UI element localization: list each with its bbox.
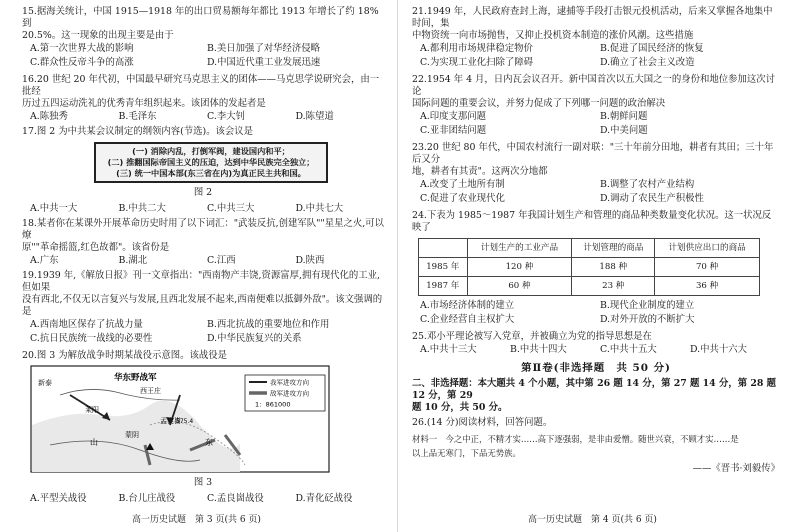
material-1-line-1: 材料一 今之中正，不精才实……高下逐强弱，是非由爱憎。随世兴衰，不顾才实……是 [412,434,739,444]
q24-option-b: B.现代企业制度的建立 [600,300,695,311]
fig2-line-2: (二) 推翻国际帝国主义的压迫，达到中华民族完全独立； [107,157,315,167]
q24-option-a: A.市场经济体制的建立 [420,300,515,311]
question-24 [412,210,780,328]
map-city-4: 西王庄 [140,387,161,395]
q19-option-d: D.中华民族复兴的关系 [207,333,302,344]
q18-option-a: A.广东 [30,255,59,266]
left-page-footer: 高一历史试题 第 3 页(共 6 页) [132,515,261,525]
q22-option-c: C.亚非团结问题 [420,125,487,136]
q20-option-c: C.孟良崮战役 [207,493,264,504]
table-header-cell: 计划生产的工业产品 [467,239,572,258]
q16-stem-2: 历过五四运动洗礼的优秀青年组织起来。该团体的发起者是 [22,98,266,109]
question-26: 26.(14 分)阅读材料，回答问题。 [412,417,553,428]
figure-2-box [94,142,328,183]
table-cell: 188 种 [572,258,655,277]
map-army-label: 华东野战军 [114,373,157,383]
q17-option-d: D.中共七大 [295,203,344,214]
q25-option-b: B.中共十四大 [510,344,567,355]
table-header-row [419,239,760,258]
q16-option-b: B.毛泽东 [118,111,157,122]
map-city-1: 新泰 [38,379,52,387]
q18-option-b: B.湖北 [118,255,148,266]
page-divider [397,0,398,532]
q21-option-c: C.为实现工业化扫除了障碍 [420,57,533,68]
q25-option-c: C.中共十五大 [600,344,657,355]
q23-option-d: D.调动了农民生产积极性 [600,193,704,204]
q15-stem-1: 15.据海关统计，中国 1915—1918 年的出口贸易额每年都比 1913 年增长了约 18%到 [22,6,379,29]
question-23 [412,142,780,207]
q23-stem-2: 地，耕者有其责"。这两次分地都 [412,166,548,177]
legend-label-2: 敌军进攻方向 [270,389,309,398]
q18-stem-2: 原""革命摇篮,红色故都"。该省份是 [22,242,170,253]
q21-option-d: D.确立了社会主义改造 [600,57,695,68]
material-source: ——《晋书·刘毅传》 [692,463,780,474]
legend-label-1: 我军进攻方向 [270,378,309,387]
q22-option-b: B.朝鲜问题 [600,111,648,122]
q20-option-a: A.平型关战役 [30,493,87,504]
q19-option-c: C.抗日民族统一战线的必要性 [30,333,153,344]
fig2-line-3: (三) 统一中国本部(东三省在内)为真正民主共和国。 [116,168,306,178]
q15-option-d: D.中国近代重工业发展迅速 [207,57,321,68]
q21-stem-1: 21.1949 年，人民政府查封上海，逮捕等手段打击银元投机活动，后来又掌握各地集中时间，集 [412,6,773,29]
table-header-cell: 计划供应出口的商品 [655,239,760,258]
table-cell: 70 种 [655,258,760,277]
figure-3-caption: 图 3 [193,477,213,488]
q18-option-c: C.江西 [207,255,236,266]
section-title: 第Ⅱ卷(非选择题 共 50 分) [521,362,671,374]
q16-option-d: D.陈望道 [295,111,334,122]
map-peak-alt: 575.4 [176,418,194,425]
q23-option-a: A.改变了土地所有制 [420,179,505,190]
instructions-line-2: 题 10 分，共 50 分。 [412,402,508,413]
map-east-label: 东 [205,438,213,447]
q23-option-b: B.调整了农村产业结构 [600,179,695,190]
q22-option-d: D.中美问题 [600,125,648,136]
q22-stem-1: 22.1954 年 4 月，日内瓦会议召开。新中国首次以五大国之一的身份和地位参加这次讨论 [412,74,776,97]
map-peak-label: 孟良崮 [160,417,181,425]
figure-2-caption: 图 2 [193,187,213,198]
table-cell: 1985 年 [419,258,468,277]
map-city-3: 蒙阴 [125,431,139,439]
table-row [419,258,760,277]
q21-option-a: A.都利用市场规律稳定物价 [420,43,533,54]
q24-stem-1: 24.下表为 1985～1987 年我国计划生产和管理的商品种类数量变化状况。这一状况反 [412,210,772,221]
q24-stem-2: 映了 [412,222,431,233]
question-17 [22,126,384,215]
q24-table [418,238,760,296]
q18-option-d: D.陕西 [295,255,325,266]
q20-option-d: D.青化砭战役 [295,493,353,504]
figure-3-map [30,365,330,473]
q16-option-a: A.陈独秀 [30,111,68,122]
q19-option-b: B.西北抗战的重要地位和作用 [207,319,330,330]
q23-option-c: C.促进了农业现代化 [420,193,505,204]
q15-option-b: B.美日加强了对华经济侵略 [207,43,320,54]
table-header-cell: 计划管理的商品 [572,239,655,258]
q15-option-a: A.第一次世界大战的影响 [30,43,134,54]
q17-option-c: C.中共三大 [207,203,255,214]
q15-stem-2: 20.5%。这一现象的出现主要是由于 [22,30,174,41]
q16-stem-1: 16.20 世纪 20 年代初，中国最早研究马克思主义的团体——马克思学说研究会，由一批经 [22,74,380,97]
left-page [22,6,384,508]
q25-option-d: D.中共十六大 [690,344,748,355]
right-page [412,6,780,475]
legend-scale: 1：861000 [255,400,291,409]
material-1-line-2: 以上品无寒门，下品无势族。 [412,448,521,458]
q19-stem-2: 没有西北,不仅无以言复兴与发展,且西北发展不起来,西南便难以抵御外敌"。该文强调的是 [22,294,383,317]
q25-option-a: A.中共十三大 [420,344,477,355]
question-22 [412,74,780,139]
q16-option-c: C.李大钊 [207,111,245,122]
question-20 [22,350,384,505]
map-mountain-label: 山 [90,438,98,447]
instructions-line-1: 二、非选择题：本大题共 4 个小题，其中第 26 题 14 分，第 27 题 14 分，第 28 题 12 分，第 29 [412,378,777,401]
map-city-2: 莱阳 [85,406,99,414]
q24-option-c: C.企业经营自主权扩大 [420,314,515,325]
question-19 [22,270,384,347]
question-25 [412,331,780,356]
table-cell: 60 种 [467,277,572,296]
q22-option-a: A.印度支那问题 [420,111,487,122]
q17-stem: 17.图 2 为中共某会议制定的纲领内容(节选)。该会议是 [22,126,254,137]
q19-option-a: A.西南地区保存了抗战力量 [30,319,143,330]
question-16 [22,74,384,123]
question-15 [22,6,384,71]
q23-stem-1: 23.20 世纪 80 年代，中国农村流行一副对联："三十年前分田地，耕者有其田；三十年后又分 [412,142,774,165]
table-header-cell [419,239,468,258]
q17-option-b: B.中共二大 [118,203,166,214]
question-18 [22,218,384,267]
q22-stem-2: 国际问题的重要会议，并努力促成了下列哪一问题的政治解决 [412,98,666,109]
q21-option-b: B.促进了国民经济的恢复 [600,43,704,54]
q24-option-d: D.对外开放的不断扩大 [600,314,695,325]
table-cell: 36 种 [655,277,760,296]
q17-option-a: A.中共一大 [30,203,78,214]
table-cell: 1987 年 [419,277,468,296]
q19-stem-1: 19.1939 年,《解放日报》刊一文章指出："西南物产丰饶,资源富厚,拥有现代化的工业,但如果 [22,270,380,293]
q21-stem-2: 中物资统一向市场抛售，又抑止投机资本制造的涨价风潮。这些措施 [412,30,694,41]
table-cell: 23 种 [572,277,655,296]
q20-option-b: B.台儿庄战役 [118,493,176,504]
fig2-line-1: (一) 消除内乱，打倒军阀，建设国内和平； [132,146,290,156]
table-cell: 120 种 [467,258,572,277]
q20-stem: 20.图 3 为解放战争时期某战役示意图。该战役是 [22,350,227,361]
right-page-footer: 高一历史试题 第 4 页(共 6 页) [528,515,657,525]
q25-stem: 25.邓小平理论被写入党章，并被确立为党的指导思想是在 [412,331,652,342]
q15-option-c: C.群众性反帝斗争的高涨 [30,57,134,68]
question-21 [412,6,780,71]
q18-stem-1: 18.某者你在某课外开展革命历史时用了以下词汇："武装反抗,创建军队""星星之火,可以燎 [22,218,384,241]
table-row [419,277,760,296]
